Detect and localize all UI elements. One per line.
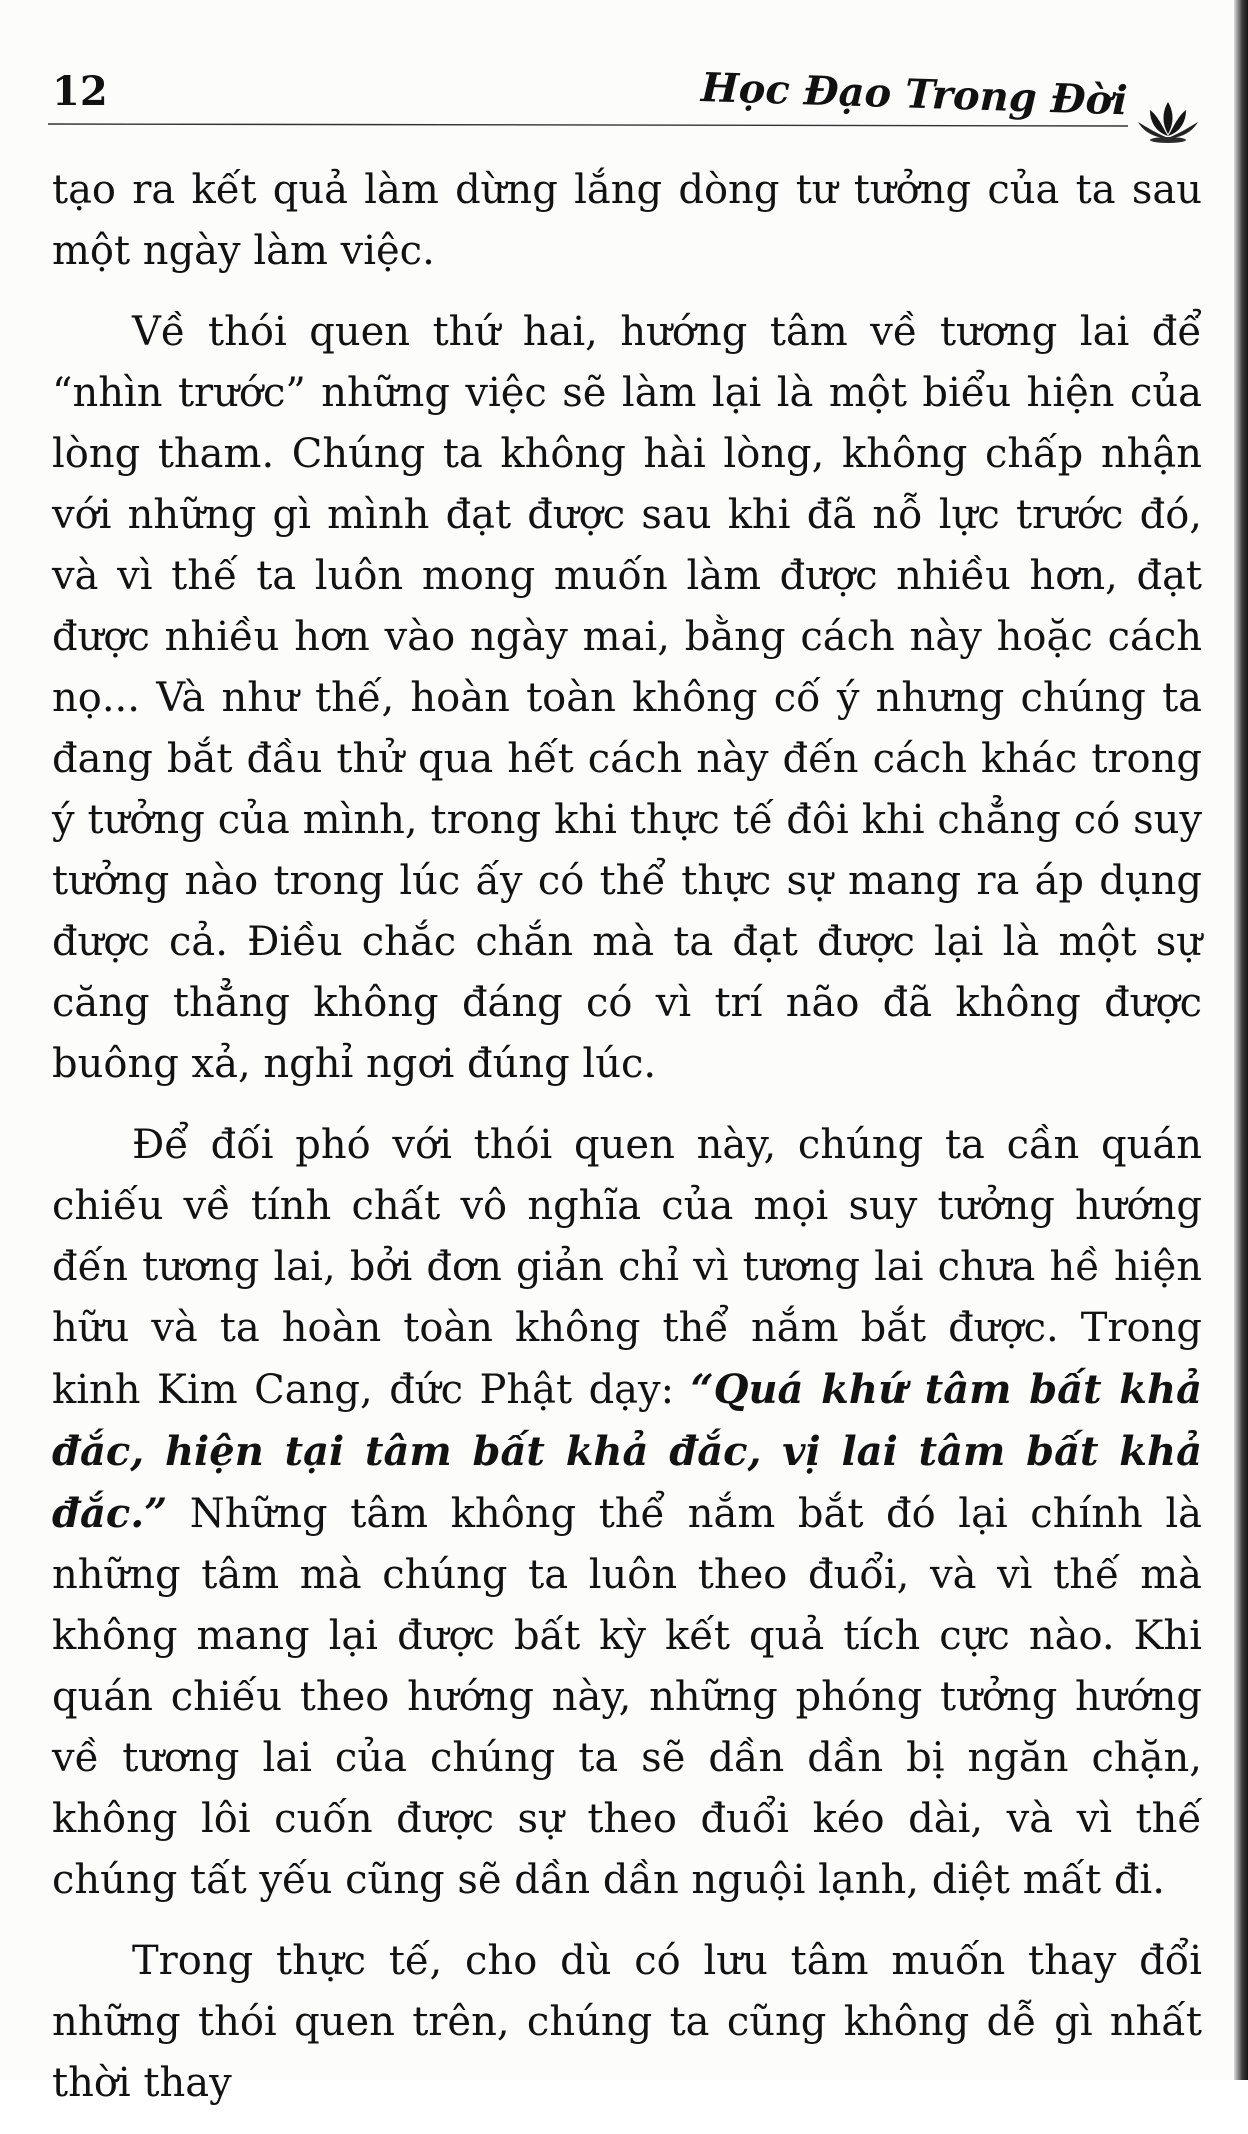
body-text <box>52 160 1202 2134</box>
paragraph-1: tạo ra kết quả làm dừng lắng dòng tư tưởng của ta sau một ngày làm việc. <box>52 167 1202 274</box>
header-rule <box>48 122 1128 128</box>
lotus-icon <box>1136 96 1200 144</box>
running-title: Học Đạo Trong Đời <box>700 64 1129 125</box>
page-header <box>48 56 1208 136</box>
paragraph-3-after: Những tâm không thể nắm bắt đó lại chính là những tâm mà chúng ta luôn theo đuổi, và vì thế mà không mang lại được bất kỳ kết quả tích cực nào. Khi quán chiếu theo hướng này, những phóng tưởng hướng về tương lai của chúng ta sẽ dần dần bị ngăn chặn, không lôi cuốn được sự theo đuổi kéo dài, và vì thế chúng tất yếu cũng sẽ dần dần nguội lạnh, diệt mất đi. <box>52 1491 1202 1903</box>
page-edge-shadow <box>1234 0 1248 2080</box>
paragraph-2: Về thói quen thứ hai, hướng tâm về tương lai để “nhìn trước” những việc sẽ làm lại là một biểu hiện của lòng tham. Chúng ta không hài lòng, không chấp nhận với những gì mình đạt được sau khi đã nỗ lực trước đó, và vì thế ta luôn mong muốn làm được nhiều hơn, đạt được nhiều hơn vào ngày mai, bằng cách này hoặc cách nọ... Và như thế, hoàn toàn không cố ý nhưng chúng ta đang bắt đầu thử qua hết cách này đến cách khác trong ý tưởng của mình, trong khi thực tế đôi khi chẳng có suy tưởng nào trong lúc ấy có thể thực sự mang ra áp dụng được cả. Điều chắc chắn mà ta đạt được lại là một sự căng thẳng không đáng có vì trí não đã không được buông xả, nghỉ ngơi đúng lúc. <box>52 309 1202 1087</box>
paragraph-3-before: Để đối phó với thói quen này, chúng ta cần quán chiếu về tính chất vô nghĩa của mọi suy tưởng hướng đến tương lai, bởi đơn giản chỉ vì tương lai chưa hề hiện hữu và ta hoàn toàn không thể nắm bắt được. Trong kinh Kim Cang, đức Phật dạy: <box>52 1122 1202 1413</box>
paragraph-4: Trong thực tế, cho dù có lưu tâm muốn thay đổi những thói quen trên, chúng ta cũng không dễ gì nhất thời thay <box>52 1938 1202 2106</box>
diamond-sutra-quote: “Quá khứ tâm bất khả đắc, hiện tại tâm bất khả đắc, vị lai tâm bất khả đắc.” <box>52 1366 1202 1537</box>
page-number: 12 <box>52 68 108 115</box>
paragraph-3 <box>52 1115 1202 1911</box>
